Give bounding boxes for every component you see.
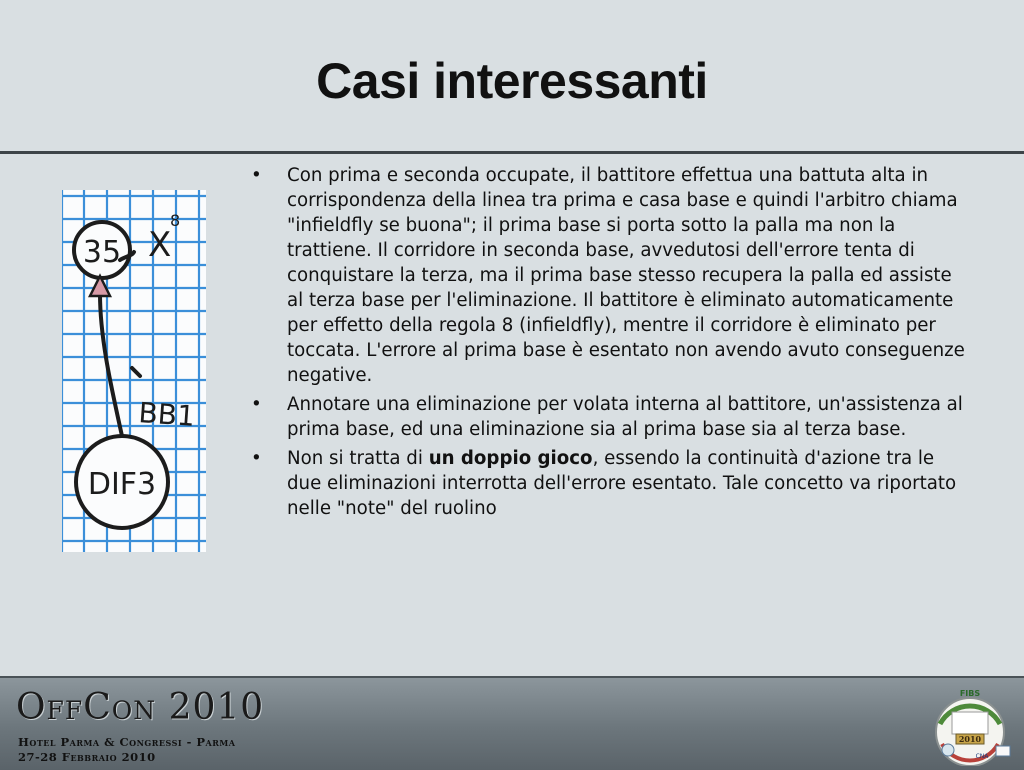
fielder-circle-label: DIF3 xyxy=(87,467,157,502)
bullet-icon: • xyxy=(251,165,262,186)
bullet-item xyxy=(245,163,970,388)
bullet-text-start: Non si tratta di xyxy=(287,448,429,469)
bullet-list xyxy=(245,163,970,525)
bullet-item xyxy=(245,392,970,442)
baseball-logo-icon xyxy=(922,684,1018,766)
bullet-item xyxy=(245,446,970,521)
bullet-text: Annotare una eliminazione per volata interna al battitore, un'assistenza al prima base, ed una eliminazione sia al prima base sia al terza base. xyxy=(287,394,963,440)
bullet-icon: • xyxy=(251,448,262,469)
footer-title: OffCon 2010 xyxy=(16,687,265,728)
bullet-text xyxy=(287,448,956,519)
scoresheet-drawing xyxy=(62,190,206,552)
logo-top-text: FIBS xyxy=(959,689,981,698)
logo-year: 2010 xyxy=(958,734,982,744)
bullet-icon: • xyxy=(251,394,262,415)
flyout-mark-number: 8 xyxy=(170,211,181,230)
title-divider xyxy=(0,151,1024,154)
slide-title: Casi interessanti xyxy=(316,53,708,109)
bullet-text: Con prima e seconda occupate, il battitore effettua una battuta alta in corrispondenza della linea tra prima e casa base e quindi l'arbitro chiama "infieldfly se buona"; il prima base si porta sotto la palla ma non la trattiene. Il corridore in seconda base, avvedutosi dell'errore tenta di conquistare la terza, ma il prima base stesso recupera la palla ed assiste al terza base per l'eliminazione. Il battitore è eliminato automaticamente per effetto della regola 8 (infieldfly), mentre il corridore è eliminato per toccata. L'errore al prima base è esentato non avendo avuto conseguenze negative. xyxy=(287,165,965,386)
footer-venue: Hotel Parma & Congressi - Parma xyxy=(18,735,236,749)
footer-dates: 27-28 Febbraio 2010 xyxy=(18,750,156,764)
bullet-text-bold: un doppio gioco xyxy=(428,448,593,469)
flyout-mark: X xyxy=(148,225,172,265)
putout-circle-label: 35 xyxy=(82,235,122,270)
event-logo xyxy=(922,684,1018,766)
base-label: BB1 xyxy=(137,396,196,433)
bullet-text-end: , essendo la continuità d'azione tra le due eliminazioni interrotta dell'errore esentato. Tale concetto va riportato nelle "note" del ruolino xyxy=(287,448,957,519)
advance-line xyxy=(100,294,122,436)
scoresheet-figure xyxy=(62,190,206,552)
footer-bar xyxy=(0,676,1024,770)
logo-right-text: CNA xyxy=(975,753,989,760)
